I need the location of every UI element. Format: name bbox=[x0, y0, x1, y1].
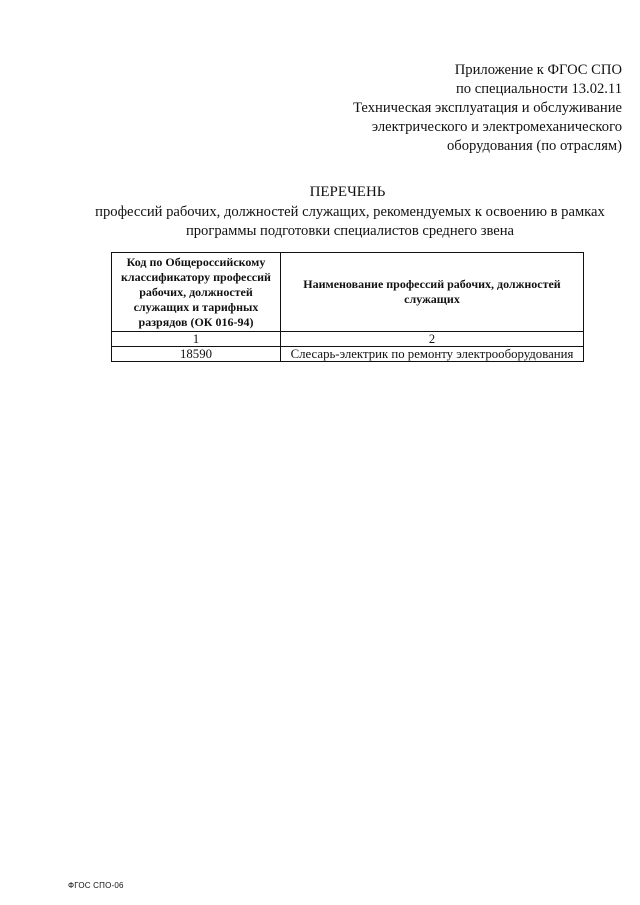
appendix-header bbox=[292, 61, 622, 156]
appendix-line: оборудования (по отраслям) bbox=[447, 138, 622, 154]
column-number: 2 bbox=[281, 332, 584, 347]
column-number: 1 bbox=[112, 332, 281, 347]
profession-name: Слесарь-электрик по ремонту электрооборудования bbox=[281, 347, 584, 362]
column-header-code: Код по Общероссийскому классификатору профессий рабочих, должностей служащих и тарифных разрядов (ОК 016-94) bbox=[112, 253, 281, 332]
professions-table bbox=[111, 252, 584, 362]
document-subtitle bbox=[70, 203, 630, 241]
column-number-row bbox=[112, 332, 584, 347]
column-header-name: Наименование профессий рабочих, должностей служащих bbox=[281, 253, 584, 332]
profession-code: 18590 bbox=[112, 347, 281, 362]
appendix-line: по специальности 13.02.11 bbox=[455, 81, 622, 97]
subtitle-line: профессий рабочих, должностей служащих, рекомендуемых к освоению в рамках bbox=[95, 204, 605, 220]
document-title: ПЕРЕЧЕНЬ bbox=[309, 184, 386, 200]
appendix-line: Техническая эксплуатация и обслуживание bbox=[353, 100, 622, 116]
appendix-line: электрического и электромеханического bbox=[371, 119, 622, 135]
table-row bbox=[112, 347, 584, 362]
footer-mark: ФГОС СПО-06 bbox=[68, 881, 124, 890]
appendix-line: Приложение к ФГОС СПО bbox=[454, 62, 622, 78]
table-header-row bbox=[112, 253, 584, 332]
subtitle-line: программы подготовки специалистов среднего звена bbox=[185, 223, 515, 239]
